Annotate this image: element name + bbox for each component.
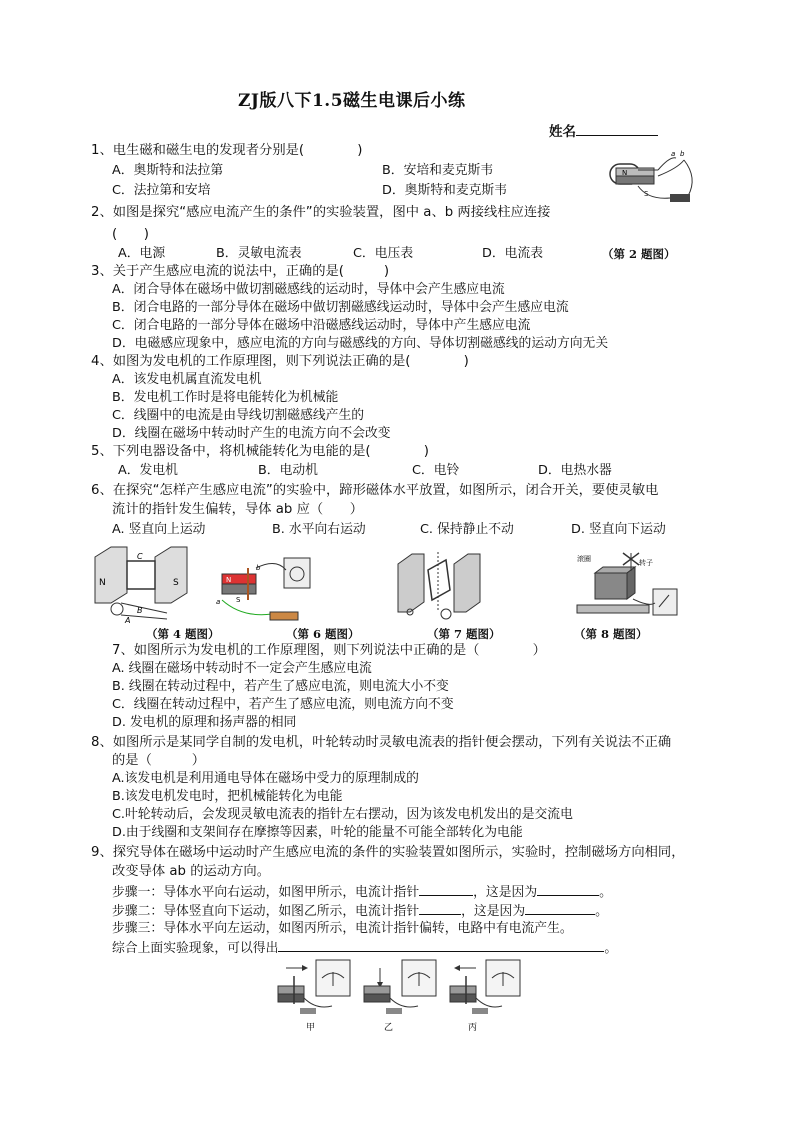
- q1-option-b: B．安培和麦克斯韦: [382, 163, 494, 178]
- fig2-a-label: a: [671, 150, 676, 158]
- q9-step1-text: 步骤一：导体水平向右运动，如图甲所示，电流计指针: [112, 885, 420, 900]
- q4-option-b: B．发电机工作时是将电能转化为机械能: [112, 390, 339, 405]
- fig4-s-label: S: [173, 578, 179, 588]
- q9-step2-blank2[interactable]: [525, 902, 595, 915]
- q9-step1: [112, 883, 612, 901]
- q1-option-c: C．法拉第和安培: [112, 183, 211, 198]
- fig2-s-label: S: [644, 190, 649, 198]
- fig4-c-label: C: [137, 552, 143, 561]
- q9-step1-blank1[interactable]: [419, 883, 473, 896]
- fig4-a-label: A: [125, 616, 131, 625]
- figure-q9-yi: [364, 960, 436, 1014]
- fig8-right-label: 转子: [639, 559, 653, 567]
- q9-step2-end: 。: [595, 904, 608, 919]
- q9-stem-line1: 9、探究导体在磁场中运动时产生感应电流的条件的实验装置如图所示，实验时，控制磁场方向相同，: [91, 845, 685, 860]
- q2-option-b: B．灵敏电流表: [216, 246, 302, 261]
- fig7-caption: （第 7 题图）: [427, 627, 501, 641]
- fig4-caption: （第 4 题图）: [146, 627, 220, 641]
- q9-step2-blank1[interactable]: [419, 902, 461, 915]
- q6-stem-line2: 流计的指针发生偏转，导体 ab 应（ ）: [112, 502, 364, 517]
- q8-option-a: A.该发电机是利用通电导体在磁场中受力的原理制成的: [112, 771, 419, 786]
- figure-q8: [573, 551, 683, 631]
- q5-option-c: C．电铃: [412, 463, 460, 478]
- q5-option-a: A．发电机: [118, 463, 178, 478]
- q7-option-c: C．线圈在转动过程中，若产生了感应电流，则电流方向不变: [112, 697, 454, 712]
- figure-q6: [212, 556, 322, 628]
- q9-conclusion-text: 综合上面实验现象，可以得出: [112, 941, 279, 956]
- q9-label-bing: 丙: [468, 1023, 478, 1033]
- q7-stem: 7、如图所示为发电机的工作原理图，则下列说法中正确的是（ ）: [112, 643, 546, 658]
- q3-option-d: D．电磁感应现象中，感应电流的方向与磁感线的方向、导体切割磁感线的运动方向无关: [112, 336, 609, 351]
- q3-option-b: B．闭合电路的一部分导体在磁场中做切割磁感线运动时，导体中会产生感应电流: [112, 300, 569, 315]
- name-blank[interactable]: [576, 123, 658, 136]
- q9-stem-line2: 改变导体 ab 的运动方向。: [112, 864, 271, 879]
- figure-q7: [392, 550, 492, 620]
- fig6-caption: （第 6 题图）: [286, 627, 360, 641]
- q3-option-a: A．闭合导体在磁场中做切割磁感线的运动时，导体中会产生感应电流: [112, 282, 505, 297]
- q9-step2-text2: ，这是因为: [461, 904, 526, 919]
- q9-step1-end: 。: [599, 885, 612, 900]
- q2-option-c: C．电压表: [353, 246, 414, 261]
- q4-option-a: A．该发电机属直流发电机: [112, 372, 262, 387]
- q5-option-d: D．电热水器: [538, 463, 612, 478]
- q6-option-c: C. 保持静止不动: [420, 522, 514, 537]
- q6-option-b: B. 水平向右运动: [272, 522, 366, 537]
- q7-option-b: B. 线圈在转动过程中，若产生了感应电流，则电流大小不变: [112, 679, 449, 694]
- q2-option-d: D．电流表: [482, 246, 544, 261]
- q8-option-c: C.叶轮转动后，会发现灵敏电流表的指针左右摆动，因为该发电机发出的是交流电: [112, 807, 573, 822]
- q9-conclusion: [112, 939, 617, 957]
- figure-q9-jia: [278, 960, 350, 1014]
- q7-option-a: A. 线圈在磁场中转动时不一定会产生感应电流: [112, 661, 372, 676]
- q1-stem: 1、电生磁和磁生电的发现者分别是( ): [91, 143, 363, 158]
- q8-stem-line2: 的是（ ）: [112, 753, 206, 768]
- figure-q4: [91, 543, 191, 623]
- figure-q9-bing: [450, 960, 520, 1014]
- fig4-b-label: B: [137, 606, 143, 615]
- fig8-caption: （第 8 题图）: [574, 627, 648, 641]
- q9-label-yi: 乙: [384, 1023, 394, 1033]
- q9-label-jia: 甲: [306, 1023, 316, 1033]
- q9-conclusion-blank[interactable]: [278, 939, 604, 952]
- q5-stem: 5、下列电器设备中，将机械能转化为电能的是( ): [91, 444, 429, 459]
- q6-stem-line1: 6、在探究“怎样产生感应电流”的实验中，蹄形磁体水平放置，如图所示，闭合开关，要使灵敏电: [91, 483, 659, 498]
- q8-option-b: B.该发电机发电时，把机械能转化为电能: [112, 789, 343, 804]
- figure-q2: [608, 148, 698, 208]
- q4-option-c: C．线圈中的电流是由导线切割磁感线产生的: [112, 408, 365, 423]
- name-field: [549, 120, 658, 140]
- q9-step3: 步骤三：导体水平向左运动，如图丙所示，电流计指针偏转，电路中有电流产生。: [112, 921, 573, 936]
- q2-paren: ( ): [112, 227, 149, 242]
- q3-stem: 3、关于产生感应电流的说法中，正确的是( ): [91, 264, 390, 279]
- q8-stem-line1: 8、如图所示是某同学自制的发电机，叶轮转动时灵敏电流表的指针便会摆动，下列有关说法不正确: [91, 735, 672, 750]
- q4-stem: 4、如图为发电机的工作原理图，则下列说法正确的是( ): [91, 354, 469, 369]
- q4-option-d: D．线圈在磁场中转动时产生的电流方向不会改变: [112, 426, 391, 441]
- q6-option-d: D. 竖直向下运动: [571, 522, 666, 537]
- q2-caption: （第 2 题图）: [602, 247, 676, 261]
- q8-option-d: D.由于线圈和支架间存在摩擦等因素，叶轮的能量不可能全部转化为电能: [112, 825, 523, 840]
- q9-conclusion-end: 。: [604, 941, 618, 956]
- q1-option-d: D．奥斯特和麦克斯韦: [382, 183, 508, 198]
- q9-step2-text: 步骤二：导体竖直向下运动，如图乙所示，电流计指针: [112, 904, 420, 919]
- page-title: ZJ版八下1.5磁生电课后小练: [238, 91, 466, 111]
- fig2-b-label: b: [680, 150, 685, 158]
- q6-option-a: A. 竖直向上运动: [112, 522, 206, 537]
- fig6-n-label: N: [226, 576, 232, 584]
- fig6-b-label: b: [256, 564, 261, 572]
- fig2-n-label: N: [622, 169, 628, 177]
- q9-step1-blank2[interactable]: [537, 883, 599, 896]
- figure-q9: [272, 958, 522, 1038]
- q1-option-a: A．奥斯特和法拉第: [112, 163, 224, 178]
- name-label: 姓名: [549, 124, 576, 140]
- q2-stem: 2、如图是探究“感应电流产生的条件”的实验装置，图中 a、b 两接线柱应连接: [91, 205, 551, 220]
- fig8-left-label: 滚圈: [577, 555, 591, 563]
- q5-option-b: B．电动机: [258, 463, 318, 478]
- q3-option-c: C．闭合电路的一部分导体在磁场中沿磁感线运动时，导体中产生感应电流: [112, 318, 531, 333]
- q7-option-d: D. 发电机的原理和扬声器的相同: [112, 715, 297, 730]
- fig6-a-label: a: [216, 598, 221, 606]
- q9-step2: [112, 902, 608, 920]
- q2-option-a: A．电源: [118, 246, 166, 261]
- q9-step1-text2: ，这是因为: [473, 885, 538, 900]
- fig4-n-label: N: [99, 578, 106, 588]
- fig6-s-label: S: [236, 596, 241, 604]
